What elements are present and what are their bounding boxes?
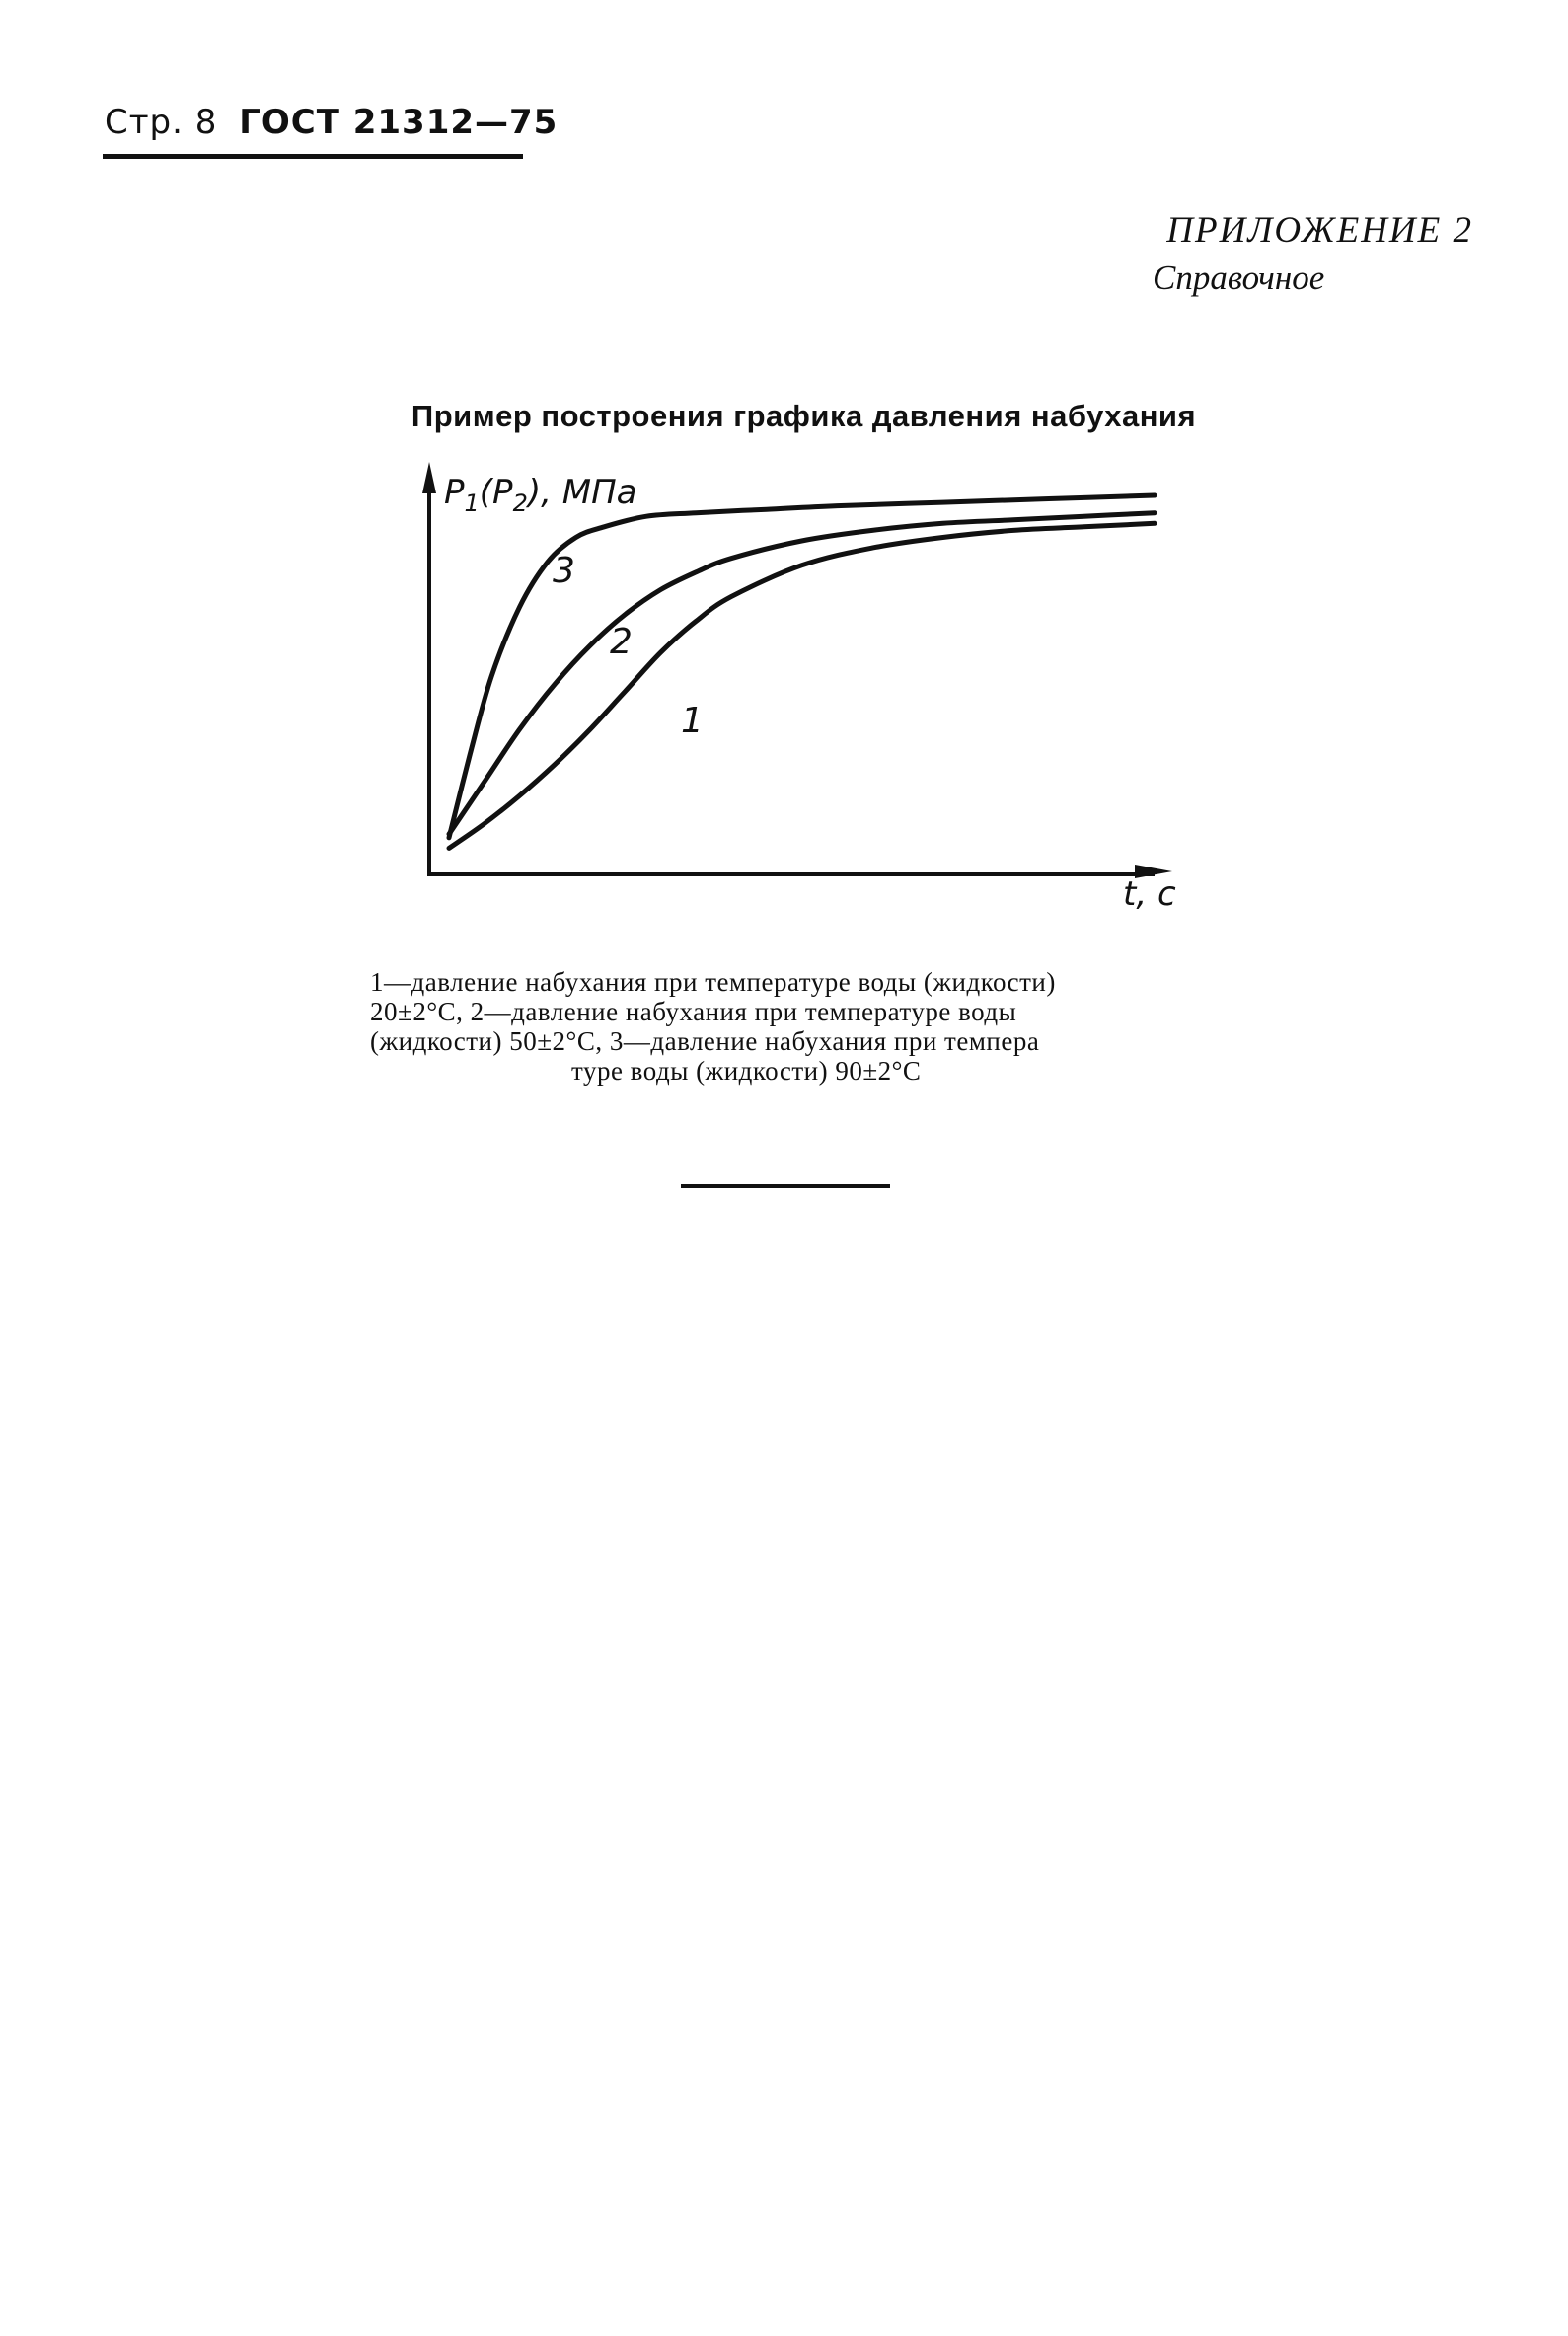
y-axis-arrow bbox=[422, 462, 436, 493]
curve-label-2: 2 bbox=[610, 622, 633, 662]
y-axis-label-sub2: 2 bbox=[512, 490, 528, 517]
y-axis bbox=[422, 462, 436, 876]
curve-label-3: 3 bbox=[553, 551, 575, 591]
curve-label-1: 1 bbox=[681, 701, 704, 741]
caption-line-2: 20±2°С, 2—давление набухания при температуре воды bbox=[370, 997, 1017, 1026]
y-axis-label-unit: ), МПа bbox=[527, 473, 637, 512]
document-number: ГОСТ 21312—75 bbox=[239, 103, 559, 142]
series-layer bbox=[449, 495, 1155, 848]
end-rule bbox=[681, 1184, 890, 1188]
y-axis-label bbox=[444, 473, 636, 517]
figure-caption bbox=[370, 967, 1209, 1086]
caption-line-4: туре воды (жидкости) 90±2°С bbox=[571, 1056, 922, 1086]
figure-title: Пример построения графика давления набухания bbox=[411, 399, 1197, 433]
y-axis-label-mid: (P bbox=[479, 473, 513, 512]
swelling-pressure-chart bbox=[0, 0, 1568, 928]
caption-line-3: (жидкости) 50±2°С, 3—давление набухания при темпера bbox=[370, 1026, 1040, 1056]
page-reference: Стр. 8 bbox=[105, 103, 218, 142]
y-axis-label-sub1: 1 bbox=[464, 490, 480, 517]
series-line-3 bbox=[449, 495, 1155, 838]
appendix-title: ПРИЛОЖЕНИЕ 2 bbox=[1166, 210, 1473, 251]
appendix-subtitle: Справочное bbox=[1153, 259, 1325, 297]
x-axis-label: t, с bbox=[1123, 874, 1176, 914]
caption-line-1: 1—давление набухания при температуре воды (жидкости) bbox=[370, 967, 1056, 997]
y-axis-label-main: P bbox=[444, 473, 465, 512]
x-axis bbox=[427, 865, 1172, 878]
